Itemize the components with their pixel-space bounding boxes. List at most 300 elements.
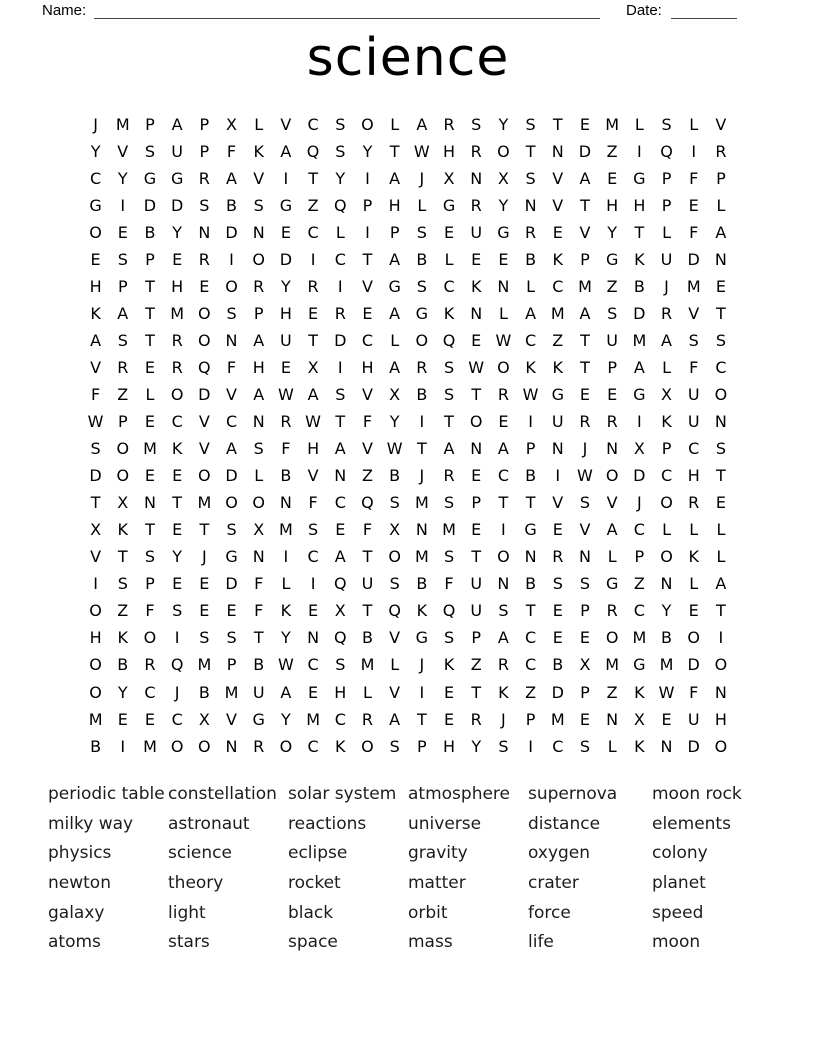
grid-letter: I [337, 357, 343, 377]
grid-letter: Z [525, 682, 537, 702]
word-list-column [528, 779, 617, 957]
grid-letter: R [715, 141, 727, 161]
grid-letter: N [578, 547, 591, 567]
grid-letter: T [253, 628, 264, 648]
grid-letter: A [715, 222, 727, 242]
grid-letter: X [633, 439, 645, 459]
grid-letter: S [226, 628, 237, 648]
grid-letter: S [715, 439, 726, 459]
grid-letter: S [335, 655, 346, 675]
word-item: light [168, 902, 206, 923]
grid-letter: E [362, 303, 373, 323]
grid-letter: Y [498, 195, 509, 215]
grid-letter: S [416, 276, 427, 296]
grid-letter: G [388, 276, 401, 296]
grid-letter: L [417, 195, 427, 215]
grid-letter: X [117, 493, 129, 513]
grid-letter: W [522, 384, 539, 404]
grid-letter: K [634, 682, 645, 702]
grid-letter: R [280, 412, 292, 432]
grid-letter: U [470, 574, 483, 594]
grid-letter: E [172, 574, 183, 594]
grid-letter: N [225, 330, 238, 350]
grid-letter: A [715, 574, 727, 594]
word-item: orbit [408, 902, 448, 923]
grid-letter: Q [442, 330, 456, 350]
grid-letter: T [117, 547, 128, 567]
grid-letter: G [524, 520, 537, 540]
grid-letter: E [443, 682, 455, 702]
grid-letter: V [226, 709, 237, 729]
grid-letter: A [334, 439, 346, 459]
grid-letter: V [389, 628, 401, 648]
grid-letter: E [280, 357, 291, 377]
grid-letter: T [90, 493, 101, 513]
grid-letter: S [335, 141, 346, 161]
grid-letter: A [579, 168, 591, 188]
grid-letter: V [361, 384, 373, 404]
grid-letter: L [498, 303, 508, 323]
grid-letter: W [658, 682, 675, 702]
grid-letter: Y [362, 141, 373, 161]
grid-letter: O [89, 655, 102, 675]
grid-letter: F [308, 493, 318, 513]
grid-letter: A [443, 439, 455, 459]
grid-letter: H [443, 736, 456, 756]
grid-letter: E [172, 466, 183, 486]
grid-letter: S [443, 628, 455, 648]
word-item: matter [408, 872, 466, 893]
grid-letter: R [470, 709, 482, 729]
grid-letter: P [525, 709, 536, 729]
grid-letter: I [174, 628, 180, 648]
grid-letter: O [605, 628, 619, 648]
word-item: universe [408, 813, 482, 834]
grid-letter: T [308, 330, 318, 350]
grid-letter: V [226, 384, 237, 404]
grid-letter: X [307, 357, 319, 377]
grid-letter: L [662, 520, 671, 540]
word-item: solar system [288, 783, 397, 804]
grid-letter: O [469, 412, 483, 432]
grid-letter: W [87, 412, 104, 432]
grid-letter: P [145, 574, 155, 594]
grid-letter: L [444, 249, 454, 269]
grid-letter: K [661, 412, 672, 432]
grid-letter: K [90, 303, 101, 323]
grid-letter: Z [633, 574, 645, 594]
grid-letter: I [93, 574, 98, 594]
grid-letter: D [551, 682, 564, 702]
grid-letter: V [307, 466, 319, 486]
grid-letter: S [661, 114, 672, 134]
grid-letter: O [714, 736, 728, 756]
grid-letter: L [526, 276, 536, 296]
grid-letter: Y [661, 601, 672, 621]
grid-letter: U [687, 412, 700, 432]
grid-letter: T [716, 466, 726, 486]
grid-letter: M [442, 520, 456, 540]
grid-letter: E [607, 168, 618, 188]
grid-letter: N [660, 574, 673, 594]
grid-letter: E [498, 249, 509, 269]
grid-letter: O [714, 384, 728, 404]
grid-letter: M [605, 114, 620, 134]
grid-letter: I [419, 682, 425, 702]
grid-letter: R [606, 412, 618, 432]
grid-letter: K [117, 520, 129, 540]
grid-letter: Z [470, 655, 482, 675]
grid-letter: P [389, 222, 400, 242]
word-item: atoms [48, 932, 101, 953]
grid-letter: S [335, 114, 346, 134]
grid-letter: S [308, 520, 319, 540]
name-label: Name: [42, 2, 87, 19]
grid-letter: M [632, 628, 647, 648]
word-item: eclipse [288, 843, 348, 864]
grid-letter: Y [389, 412, 400, 432]
grid-letter: I [691, 141, 697, 161]
grid-letter: S [443, 384, 455, 404]
grid-letter: G [415, 303, 429, 323]
grid-letter: C [715, 357, 727, 377]
word-list-column [168, 779, 277, 957]
grid-letter: Y [172, 547, 183, 567]
grid-letter: Z [606, 682, 618, 702]
grid-letter: M [115, 114, 130, 134]
grid-letter: N [714, 249, 727, 269]
grid-letter: I [365, 168, 370, 188]
grid-letter: O [198, 466, 211, 486]
grid-letter: K [634, 736, 645, 756]
grid-letter: E [335, 520, 346, 540]
grid-letter: I [636, 412, 642, 432]
grid-letter: T [580, 195, 590, 215]
grid-letter: O [388, 547, 401, 567]
grid-letter: U [171, 141, 184, 161]
grid-letter: C [443, 276, 455, 296]
word-item: crater [528, 872, 579, 893]
grid-letter: X [497, 168, 509, 188]
grid-letter: D [198, 384, 211, 404]
date-label: Date: [626, 2, 662, 19]
grid-letter: T [716, 601, 726, 621]
grid-letter: E [471, 330, 482, 350]
grid-letter: S [552, 574, 563, 594]
grid-letter: C [307, 222, 319, 242]
grid-letter: H [687, 466, 700, 486]
grid-letter: F [689, 222, 699, 242]
grid-letter: J [419, 655, 425, 675]
grid-letter: N [334, 466, 347, 486]
grid-letter: V [688, 303, 700, 323]
grid-letter: U [687, 384, 700, 404]
grid-letter: J [201, 547, 207, 567]
grid-letter: P [661, 439, 672, 459]
grid-letter: I [636, 141, 642, 161]
grid-letter: N [606, 439, 619, 459]
grid-letter: M [224, 682, 239, 702]
grid-letter: C [361, 330, 374, 350]
grid-letter: S [525, 114, 536, 134]
grid-letter: G [442, 195, 456, 215]
word-list-column [652, 779, 742, 957]
grid-letter: G [551, 384, 564, 404]
grid-letter: S [199, 195, 210, 215]
grid-letter: G [497, 222, 510, 242]
grid-letter: R [198, 168, 210, 188]
grid-letter: R [606, 601, 618, 621]
grid-letter: K [335, 736, 346, 756]
grid-letter: E [579, 114, 591, 134]
grid-letter: X [198, 709, 210, 729]
grid-letter: P [716, 168, 726, 188]
grid-letter: F [226, 141, 237, 161]
grid-letter: L [607, 547, 617, 567]
grid-letter: C [144, 682, 156, 702]
grid-letter: S [117, 330, 128, 350]
word-item: science [168, 843, 232, 864]
grid-letter: M [306, 709, 320, 729]
word-item: physics [48, 843, 112, 864]
grid-letter: U [606, 330, 619, 350]
grid-letter: I [501, 520, 506, 540]
grid-letter: I [229, 249, 234, 269]
grid-letter: F [689, 168, 699, 188]
grid-letter: K [253, 141, 264, 161]
grid-letter: N [415, 520, 428, 540]
grid-letter: E [579, 628, 591, 648]
grid-letter: M [414, 547, 429, 567]
grid-letter: W [386, 439, 403, 459]
grid-letter: F [254, 601, 264, 621]
grid-letter: P [253, 303, 264, 323]
grid-letter: R [416, 357, 428, 377]
word-list [0, 779, 816, 979]
grid-letter: W [413, 141, 430, 161]
grid-letter: R [361, 709, 374, 729]
grid-letter: S [525, 168, 536, 188]
grid-letter: X [633, 709, 645, 729]
grid-letter: H [307, 439, 320, 459]
grid-letter: O [89, 601, 102, 621]
grid-letter: E [552, 628, 563, 648]
grid-letter: P [417, 736, 427, 756]
grid-letter: K [498, 682, 509, 702]
grid-letter: V [280, 114, 292, 134]
grid-letter: E [144, 709, 156, 729]
grid-letter: A [606, 520, 618, 540]
grid-letter: T [362, 601, 373, 621]
grid-letter: D [225, 466, 238, 486]
grid-letter: E [144, 357, 156, 377]
grid-letter: H [252, 357, 265, 377]
grid-letter: M [632, 330, 647, 350]
grid-letter: U [660, 249, 673, 269]
grid-letter: S [117, 574, 128, 594]
grid-letter: E [199, 276, 210, 296]
grid-letter: C [633, 601, 645, 621]
grid-letter: J [501, 709, 506, 729]
grid-letter: P [607, 357, 617, 377]
grid-letter: S [579, 574, 591, 594]
grid-letter: S [144, 547, 156, 567]
grid-letter: D [633, 466, 646, 486]
grid-letter: F [444, 574, 454, 594]
grid-letter: A [117, 303, 129, 323]
word-item: milky way [48, 813, 134, 834]
grid-letter: O [225, 493, 238, 513]
grid-letter: A [253, 330, 265, 350]
grid-letter: E [498, 412, 509, 432]
grid-letter: U [687, 709, 700, 729]
grid-letter: Y [471, 736, 482, 756]
grid-letter: H [361, 357, 374, 377]
grid-letter: C [307, 547, 319, 567]
grid-letter: O [225, 276, 238, 296]
grid-letter: T [498, 493, 509, 513]
grid-letter: D [687, 249, 700, 269]
grid-letter: T [335, 412, 346, 432]
grid-letter: R [470, 195, 482, 215]
grid-letter: M [605, 655, 620, 675]
grid-letter: S [443, 547, 455, 567]
grid-letter: G [633, 655, 646, 675]
grid-letter: T [362, 547, 373, 567]
grid-letter: V [606, 493, 618, 513]
grid-letter: A [226, 168, 237, 188]
grid-letter: I [120, 195, 126, 215]
grid-letter: H [388, 195, 401, 215]
grid-letter: A [389, 709, 401, 729]
grid-letter: S [117, 249, 128, 269]
word-item: space [288, 932, 338, 953]
grid-letter: T [145, 330, 155, 350]
grid-letter: M [88, 709, 103, 729]
grid-letter: V [579, 520, 591, 540]
grid-letter: E [471, 249, 482, 269]
grid-letter: C [497, 466, 509, 486]
grid-letter: T [525, 141, 536, 161]
grid-letter: N [551, 141, 564, 161]
grid-letter: A [90, 330, 102, 350]
grid-letter: X [90, 520, 102, 540]
grid-letter: T [389, 141, 400, 161]
grid-letter: G [143, 168, 157, 188]
grid-letter: P [634, 547, 645, 567]
grid-letter: F [90, 384, 101, 404]
grid-letter: Y [335, 168, 346, 188]
grid-letter: S [226, 520, 237, 540]
grid-letter: E [688, 601, 699, 621]
grid-letter: P [661, 168, 672, 188]
grid-letter: W [277, 384, 294, 404]
grid-letter: L [254, 114, 264, 134]
grid-letter: L [254, 466, 264, 486]
grid-letter: J [174, 682, 180, 702]
grid-letter: E [308, 303, 319, 323]
grid-letter: R [579, 412, 591, 432]
word-list-column [48, 779, 165, 957]
word-item: newton [48, 872, 111, 893]
grid-letter: P [226, 655, 237, 675]
grid-letter: R [470, 141, 482, 161]
grid-letter: H [633, 195, 646, 215]
grid-letter: N [307, 628, 320, 648]
grid-letter: P [580, 249, 590, 269]
grid-letter: A [525, 303, 537, 323]
grid-letter: T [471, 384, 482, 404]
grid-letter: R [253, 736, 265, 756]
grid-letter: V [117, 141, 129, 161]
grid-letter: A [334, 547, 346, 567]
grid-letter: S [443, 493, 455, 513]
grid-letter: J [93, 114, 98, 134]
grid-letter: T [471, 547, 482, 567]
grid-letter: I [283, 168, 289, 188]
grid-letter: P [145, 249, 155, 269]
grid-letter: S [416, 222, 427, 242]
grid-letter: L [390, 330, 400, 350]
grid-letter: Q [442, 601, 456, 621]
grid-letter: K [171, 439, 183, 459]
grid-letter: N [524, 195, 537, 215]
grid-letter: L [281, 574, 291, 594]
grid-letter: E [280, 222, 291, 242]
grid-letter: E [199, 574, 210, 594]
grid-letter: T [525, 493, 536, 513]
grid-letter: K [280, 601, 292, 621]
grid-letter: M [170, 303, 185, 323]
grid-letter: A [307, 384, 319, 404]
grid-letter: F [362, 520, 373, 540]
grid-letter: N [470, 303, 483, 323]
grid-letter: G [252, 709, 265, 729]
grid-letter: S [498, 601, 509, 621]
grid-letter: B [416, 384, 428, 404]
grid-letter: S [172, 601, 183, 621]
grid-letter: V [253, 168, 265, 188]
grid-letter: B [90, 736, 102, 756]
grid-letter: K [525, 357, 536, 377]
grid-letter: R [443, 114, 455, 134]
grid-letter: O [89, 682, 102, 702]
grid-letter: E [715, 276, 726, 296]
grid-letter: N [714, 682, 727, 702]
grid-letter: F [689, 682, 699, 702]
grid-letter: D [225, 574, 238, 594]
grid-letter: X [334, 601, 346, 621]
grid-letter: V [715, 114, 727, 134]
grid-letter: K [416, 601, 428, 621]
grid-letter: R [497, 655, 509, 675]
grid-letter: M [414, 493, 429, 513]
grid-letter: A [497, 628, 509, 648]
grid-letter: A [416, 114, 428, 134]
grid-letter: T [199, 520, 210, 540]
grid-letter: N [470, 168, 483, 188]
grid-letter: Q [170, 655, 184, 675]
grid-letter: R [660, 303, 673, 323]
grid-letter: Y [281, 628, 291, 648]
grid-letter: O [116, 439, 130, 459]
grid-letter: T [471, 682, 482, 702]
grid-letter: X [253, 520, 265, 540]
grid-letter: L [390, 114, 400, 134]
grid-letter: E [715, 493, 726, 513]
grid-letter: N [714, 412, 727, 432]
grid-letter: S [253, 439, 264, 459]
